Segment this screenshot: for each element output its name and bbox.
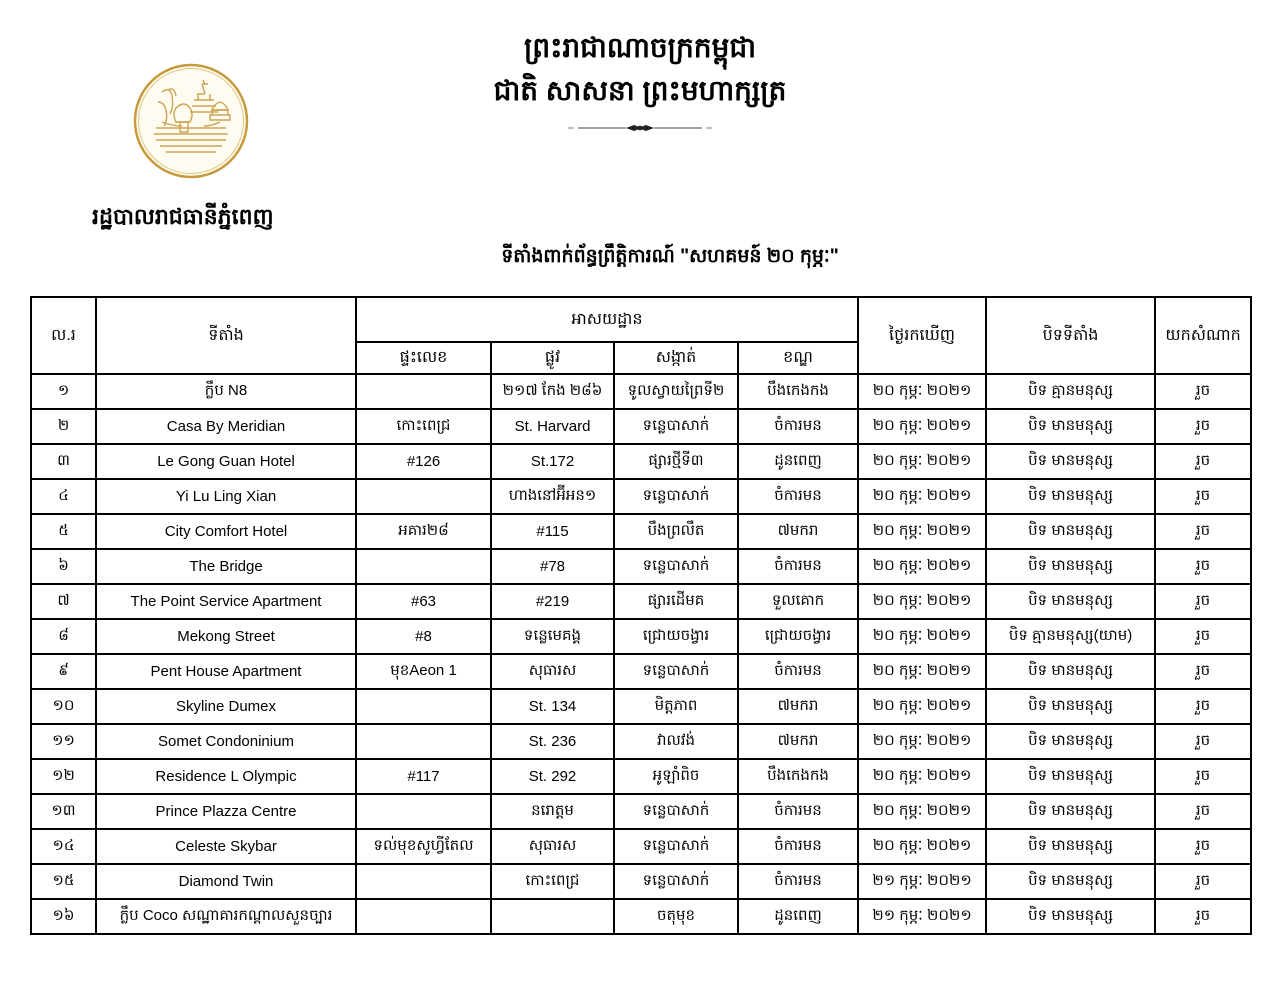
cell-house-no <box>356 724 491 759</box>
table-row <box>31 654 1251 689</box>
cell-sangkat: ផ្សារថ្មីទី៣ <box>614 444 738 479</box>
col-header-close-location: បិទទីតាំង <box>986 297 1155 374</box>
cell-sample-taken: រួច <box>1155 724 1251 759</box>
phnom-penh-seal-icon <box>132 62 250 180</box>
col-header-sample-taken: យកសំណាក <box>1155 297 1251 374</box>
cell-house-no <box>356 479 491 514</box>
cell-date-found: ២០ កុម្ភៈ ២០២១ <box>858 549 986 584</box>
cell-sangkat: បឹងព្រលឹត <box>614 514 738 549</box>
kingdom-motto-line1: ព្រះរាជាណាចក្រកម្ពុជា <box>523 32 756 63</box>
cell-house-no <box>356 899 491 934</box>
table-row <box>31 549 1251 584</box>
cell-date-found: ២០ កុម្ភៈ ២០២១ <box>858 654 986 689</box>
cell-sangkat: ទន្លេបាសាក់ <box>614 479 738 514</box>
cell-khan: បឹងកេងកង <box>738 374 858 409</box>
table-row <box>31 829 1251 864</box>
cell-khan: ៧មករា <box>738 724 858 759</box>
cell-date-found: ២០ កុម្ភៈ ២០២១ <box>858 794 986 829</box>
cell-date-found: ២០ កុម្ភៈ ២០២១ <box>858 514 986 549</box>
cell-street: St. 292 <box>491 759 614 794</box>
cell-khan: ចំការមន <box>738 479 858 514</box>
col-header-no: ល.រ <box>31 297 96 374</box>
cell-location: ក្លឹប N8 <box>96 374 356 409</box>
cell-khan: ៧មករា <box>738 689 858 724</box>
table-row <box>31 374 1251 409</box>
cell-location: The Bridge <box>96 549 356 584</box>
cell-khan: ដូនពេញ <box>738 444 858 479</box>
table-row <box>31 479 1251 514</box>
cell-khan: ចំការមន <box>738 864 858 899</box>
cell-date-found: ២០ កុម្ភៈ ២០២១ <box>858 444 986 479</box>
cell-khan: ទួលគោក <box>738 584 858 619</box>
cell-close-location: បិទ មានមនុស្ស <box>986 584 1155 619</box>
cell-location: Casa By Meridian <box>96 409 356 444</box>
cell-house-no <box>356 689 491 724</box>
cell-no: ៥ <box>31 514 96 549</box>
cell-house-no: #117 <box>356 759 491 794</box>
cell-location: City Comfort Hotel <box>96 514 356 549</box>
cell-location: Skyline Dumex <box>96 689 356 724</box>
cell-khan: ៧មករា <box>738 514 858 549</box>
cell-sangkat: ទន្លេបាសាក់ <box>614 654 738 689</box>
cell-location: Pent House Apartment <box>96 654 356 689</box>
table-row <box>31 444 1251 479</box>
cell-no: ៣ <box>31 444 96 479</box>
cell-sangkat: ទន្លេបាសាក់ <box>614 549 738 584</box>
cell-khan: ចំការមន <box>738 829 858 864</box>
cell-sangkat: ទន្លេបាសាក់ <box>614 794 738 829</box>
cell-date-found: ២១ កុម្ភៈ ២០២១ <box>858 899 986 934</box>
table-row <box>31 514 1251 549</box>
cell-sample-taken: រួច <box>1155 584 1251 619</box>
cell-date-found: ២០ កុម្ភៈ ២០២១ <box>858 829 986 864</box>
cell-no: ៤ <box>31 479 96 514</box>
cell-khan: ចំការមន <box>738 654 858 689</box>
col-header-khan: ខណ្ឌ <box>738 342 858 374</box>
cell-khan: បឹងកេងកង <box>738 759 858 794</box>
cell-khan: ដូនពេញ <box>738 899 858 934</box>
cell-sangkat: ទន្លេបាសាក់ <box>614 409 738 444</box>
cell-house-no: #126 <box>356 444 491 479</box>
cell-sample-taken: រួច <box>1155 689 1251 724</box>
cell-sample-taken: រួច <box>1155 444 1251 479</box>
cell-khan: ចំការមន <box>738 549 858 584</box>
cell-sample-taken: រួច <box>1155 374 1251 409</box>
cell-close-location: បិទ មានមនុស្ស <box>986 654 1155 689</box>
cell-no: ៩ <box>31 654 96 689</box>
cell-sample-taken: រួច <box>1155 514 1251 549</box>
cell-sangkat: វាលវង់ <box>614 724 738 759</box>
cell-date-found: ២០ កុម្ភៈ ២០២១ <box>858 619 986 654</box>
cell-sangkat: អូឡាំពិច <box>614 759 738 794</box>
cell-house-no: អគារ២៨ <box>356 514 491 549</box>
table-row <box>31 864 1251 899</box>
table-row <box>31 794 1251 829</box>
cell-street: ហាងនៅអ៊ីអន១ <box>491 479 614 514</box>
table-row <box>31 584 1251 619</box>
locations-table <box>30 296 1252 935</box>
cell-sangkat: ទន្លេបាសាក់ <box>614 864 738 899</box>
cell-street: កោះពេជ្រ <box>491 864 614 899</box>
cell-sample-taken: រួច <box>1155 479 1251 514</box>
cell-close-location: បិទ គ្មានមនុស្ស <box>986 374 1155 409</box>
cell-sample-taken: រួច <box>1155 794 1251 829</box>
cell-house-no: កោះពេជ្រ <box>356 409 491 444</box>
col-header-sangkat: សង្កាត់ <box>614 342 738 374</box>
cell-house-no: ទល់មុខសូហ្វីតែល <box>356 829 491 864</box>
col-header-location: ទីតាំង <box>96 297 356 374</box>
cell-street <box>491 899 614 934</box>
cell-street: សុធារស <box>491 654 614 689</box>
col-header-date-found: ថ្ងៃរកឃើញ <box>858 297 986 374</box>
cell-sample-taken: រួច <box>1155 864 1251 899</box>
cell-street: St. 134 <box>491 689 614 724</box>
cell-date-found: ២០ កុម្ភៈ ២០២១ <box>858 724 986 759</box>
cell-close-location: បិទ មានមនុស្ស <box>986 479 1155 514</box>
cell-sangkat: ផ្សារដើមគ <box>614 584 738 619</box>
cell-date-found: ២០ កុម្ភៈ ២០២១ <box>858 584 986 619</box>
table-row <box>31 899 1251 934</box>
cell-house-no: មុខAeon 1 <box>356 654 491 689</box>
document-title: ទីតាំងពាក់ព័ន្ធព្រឹត្តិការណ៍ "សហគមន៍ ២០ កុម្ភៈ" <box>501 246 839 267</box>
cell-street: នរោត្តម <box>491 794 614 829</box>
cell-sample-taken: រួច <box>1155 549 1251 584</box>
cell-no: ១១ <box>31 724 96 759</box>
cell-street: St.172 <box>491 444 614 479</box>
cell-street: #115 <box>491 514 614 549</box>
cell-house-no <box>356 864 491 899</box>
cell-close-location: បិទ មានមនុស្ស <box>986 759 1155 794</box>
cell-close-location: បិទ មានមនុស្ស <box>986 724 1155 759</box>
cell-location: Le Gong Guan Hotel <box>96 444 356 479</box>
col-header-address: អាសយដ្ឋាន <box>356 297 858 342</box>
cell-sangkat: ទន្លេបាសាក់ <box>614 829 738 864</box>
cell-close-location: បិទ មានមនុស្ស <box>986 864 1155 899</box>
table-row <box>31 689 1251 724</box>
cell-house-no: #8 <box>356 619 491 654</box>
cell-close-location: បិទ មានមនុស្ស <box>986 899 1155 934</box>
kingdom-motto-line2: ជាតិ សាសនា ព្រះមហាក្សត្រ <box>493 75 787 107</box>
table-row <box>31 759 1251 794</box>
cell-sangkat: ទូលស្វាយព្រៃទី២ <box>614 374 738 409</box>
col-header-house-no: ផ្ទះលេខ <box>356 342 491 374</box>
table-body <box>31 374 1251 934</box>
cell-no: ១០ <box>31 689 96 724</box>
cell-location: Somet Condoninium <box>96 724 356 759</box>
authority-name: រដ្ឋបាលរាជធានីភ្នំពេញ <box>92 204 274 229</box>
col-header-street: ផ្លូវ <box>491 342 614 374</box>
cell-khan: ចំការមន <box>738 409 858 444</box>
cell-street: សុធារស <box>491 829 614 864</box>
cell-no: ៦ <box>31 549 96 584</box>
cell-no: ១៦ <box>31 899 96 934</box>
cell-date-found: ២១ កុម្ភៈ ២០២១ <box>858 864 986 899</box>
cell-sample-taken: រួច <box>1155 654 1251 689</box>
cell-street: #219 <box>491 584 614 619</box>
cell-street: ទន្លេមេគង្គ <box>491 619 614 654</box>
cell-no: ៧ <box>31 584 96 619</box>
cell-date-found: ២០ កុម្ភៈ ២០២១ <box>858 689 986 724</box>
cell-close-location: បិទ មានមនុស្ស <box>986 514 1155 549</box>
cell-house-no <box>356 549 491 584</box>
cell-date-found: ២០ កុម្ភៈ ២០២១ <box>858 479 986 514</box>
table-header <box>31 297 1251 374</box>
cell-sample-taken: រួច <box>1155 619 1251 654</box>
table-row <box>31 619 1251 654</box>
cell-no: ១៣ <box>31 794 96 829</box>
cell-sangkat: ចតុមុខ <box>614 899 738 934</box>
cell-close-location: បិទ មានមនុស្ស <box>986 549 1155 584</box>
cell-house-no <box>356 794 491 829</box>
cell-location: Yi Lu Ling Xian <box>96 479 356 514</box>
cell-street: ២១៧ កែង ២៨៦ <box>491 374 614 409</box>
cell-sangkat: មិត្តភាព <box>614 689 738 724</box>
cell-street: #78 <box>491 549 614 584</box>
table-row <box>31 724 1251 759</box>
cell-location: The Point Service Apartment <box>96 584 356 619</box>
cell-date-found: ២០ កុម្ភៈ ២០២១ <box>858 374 986 409</box>
cell-location: ក្លឹប Coco សណ្ឋាគារកណ្ដាលសួនច្បារ <box>96 899 356 934</box>
cell-no: ១៥ <box>31 864 96 899</box>
table-row <box>31 409 1251 444</box>
cell-location: Mekong Street <box>96 619 356 654</box>
cell-no: ៨ <box>31 619 96 654</box>
cell-location: Residence L Olympic <box>96 759 356 794</box>
cell-close-location: បិទ មានមនុស្ស <box>986 794 1155 829</box>
cell-close-location: បិទ មានមនុស្ស <box>986 829 1155 864</box>
cell-street: St. 236 <box>491 724 614 759</box>
cell-sangkat: ជ្រោយចង្វារ <box>614 619 738 654</box>
cell-sample-taken: រួច <box>1155 759 1251 794</box>
cell-sample-taken: រួច <box>1155 899 1251 934</box>
cell-khan: ចំការមន <box>738 794 858 829</box>
cell-location: Diamond Twin <box>96 864 356 899</box>
cell-date-found: ២០ កុម្ភៈ ២០២១ <box>858 409 986 444</box>
cell-street: St. Harvard <box>491 409 614 444</box>
cell-location: Celeste Skybar <box>96 829 356 864</box>
cell-close-location: បិទ មានមនុស្ស <box>986 409 1155 444</box>
cell-sample-taken: រួច <box>1155 409 1251 444</box>
cell-close-location: បិទ គ្មានមនុស្ស(យាម) <box>986 619 1155 654</box>
cell-date-found: ២០ កុម្ភៈ ២០២១ <box>858 759 986 794</box>
cell-close-location: បិទ មានមនុស្ស <box>986 689 1155 724</box>
cell-no: ១ <box>31 374 96 409</box>
cell-khan: ជ្រោយចង្វារ <box>738 619 858 654</box>
cell-house-no: #63 <box>356 584 491 619</box>
cell-no: ២ <box>31 409 96 444</box>
cell-house-no <box>356 374 491 409</box>
cell-location: Prince Plazza Centre <box>96 794 356 829</box>
cell-no: ១៤ <box>31 829 96 864</box>
cell-no: ១២ <box>31 759 96 794</box>
cell-close-location: បិទ មានមនុស្ស <box>986 444 1155 479</box>
cell-sample-taken: រួច <box>1155 829 1251 864</box>
